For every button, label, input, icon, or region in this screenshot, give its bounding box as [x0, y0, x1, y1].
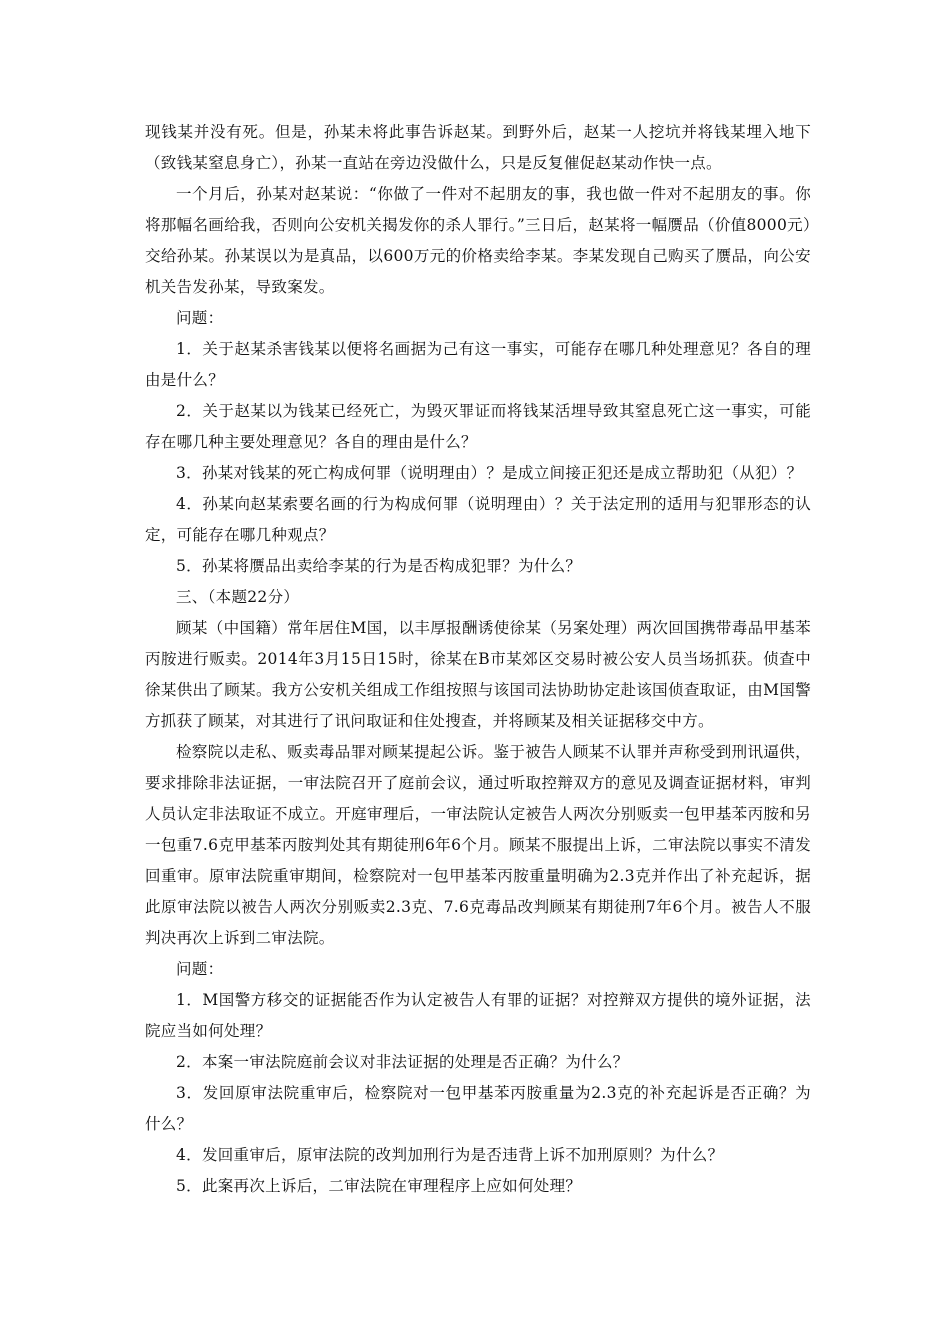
question-item: 3．孙某对钱某的死亡构成何罪（说明理由）？是成立间接正犯还是成立帮助犯（从犯）？: [176, 464, 803, 482]
question-item: 4．孙某向赵某索要名画的行为构成何罪（说明理由）？关于法定刑的适用与犯罪形态的认定，可能存在哪几种观点？: [145, 495, 811, 544]
questions-heading: 问题：: [176, 309, 224, 327]
paragraph-case-facts: 顾某（中国籍）常年居住M国，以丰厚报酬诱使徐某（另案处理）两次回国携带毒品甲基苯丙胺进行贩卖。2014年3月15日15时，徐某在B市某郊区交易时被公安人员当场抓获。侦查中徐某供出了顾某。我方公安机关组成工作组按照与该国司法协助协定赴该国侦查取证，由M国警方抓获了顾某，对其进行了讯问取证和住处搜查，并将顾某及相关证据移交中方。: [145, 619, 811, 730]
question-item: 2．本案一审法院庭前会议对非法证据的处理是否正确？为什么？: [176, 1053, 629, 1071]
questions-heading: 问题：: [176, 960, 224, 978]
question-item: 5．孙某将赝品出卖给李某的行为是否构成犯罪？为什么？: [176, 557, 582, 575]
question-item: 5．此案再次上诉后，二审法院在审理程序上应如何处理？: [176, 1177, 582, 1195]
section-heading: 三、（本题22分）: [176, 588, 300, 606]
question-item: 3．发回原审法院重审后，检察院对一包甲基苯丙胺重量为2.3克的补充起诉是否正确？为什么？: [145, 1084, 811, 1133]
question-item: 2．关于赵某以为钱某已经死亡，为毁灭罪证而将钱某活埋导致其窒息死亡这一事实，可能存在哪几种主要处理意见？各自的理由是什么？: [145, 402, 811, 451]
question-item: 1．关于赵某杀害钱某以便将名画据为己有这一事实，可能存在哪几种处理意见？各自的理由是什么？: [145, 340, 811, 389]
question-item: 1．M国警方移交的证据能否作为认定被告人有罪的证据？对控辩双方提供的境外证据，法院应当如何处理？: [145, 991, 811, 1040]
question-item: 4．发回重审后，原审法院的改判加刑行为是否违背上诉不加刑原则？为什么？: [176, 1146, 724, 1164]
paragraph-extortion-facts: 一个月后，孙某对赵某说：“你做了一件对不起朋友的事，我也做一件对不起朋友的事。你将那幅名画给我，否则向公安机关揭发你的杀人罪行。”三日后，赵某将一幅赝品（价值8000元）交给孙某。孙某误以为是真品，以600万元的价格卖给李某。李某发现自己购买了赝品，向公安机关告发孙某，导致案发。: [145, 185, 811, 296]
paragraph-continued-facts: 现钱某并没有死。但是，孙某未将此事告诉赵某。到野外后，赵某一人挖坑并将钱某埋入地下（致钱某窒息身亡），孙某一直站在旁边没做什么，只是反复催促赵某动作快一点。: [145, 123, 811, 172]
paragraph-procedure-facts: 检察院以走私、贩卖毒品罪对顾某提起公诉。鉴于被告人顾某不认罪并声称受到刑讯逼供，要求排除非法证据，一审法院召开了庭前会议，通过听取控辩双方的意见及调查证据材料，审判人员认定非法取证不成立。开庭审理后，一审法院认定被告人两次分别贩卖一包甲基苯丙胺和另一包重7.6克甲基苯丙胺判处其有期徒刑6年6个月。顾某不服提出上诉，二审法院以事实不清发回重审。原审法院重审期间，检察院对一包甲基苯丙胺重量明确为2.3克并作出了补充起诉，据此原审法院以被告人两次分别贩卖2.3克、7.6克毒品改判顾某有期徒刑7年6个月。被告人不服判决再次上诉到二审法院。: [145, 743, 811, 947]
document-page: [145, 117, 811, 1202]
